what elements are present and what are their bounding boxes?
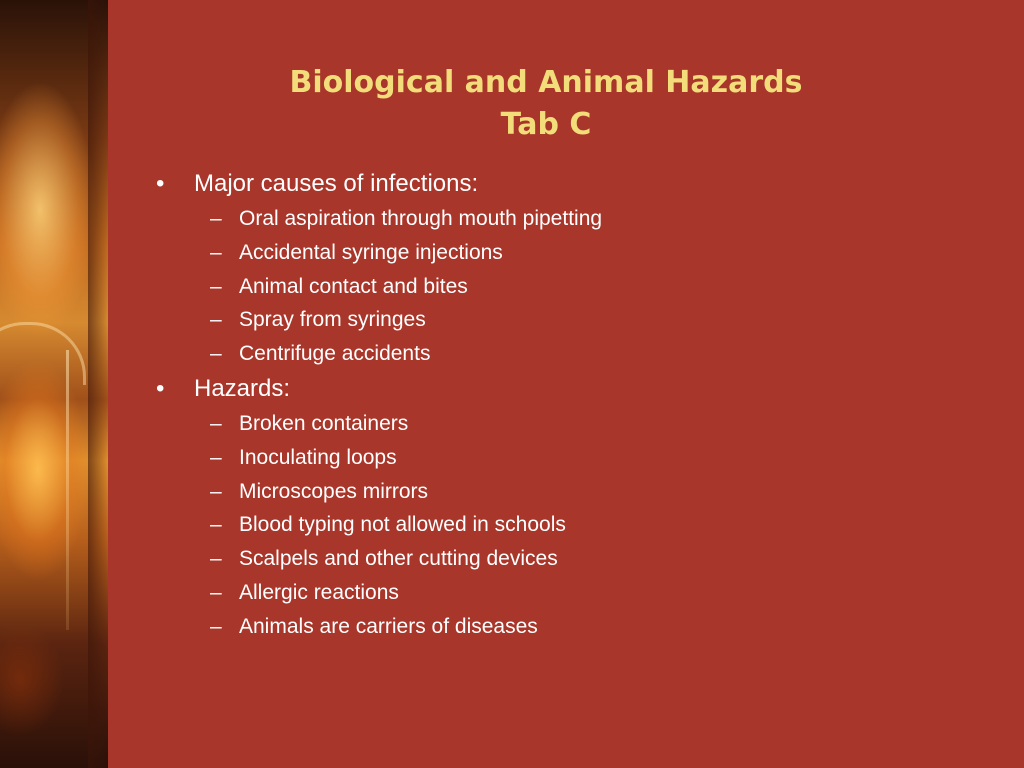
dash-icon: – <box>210 614 222 638</box>
list-item <box>150 407 990 441</box>
list-item-text: Scalpels and other cutting devices <box>239 547 558 571</box>
list-item <box>150 508 990 542</box>
sub-list-major-causes <box>150 202 990 371</box>
bullet-hazards <box>150 371 990 407</box>
list-item-text: Animal contact and bites <box>239 274 468 298</box>
dash-icon: – <box>210 580 222 604</box>
list-item <box>150 441 990 475</box>
dash-icon: – <box>210 308 222 332</box>
slide-body <box>150 166 990 644</box>
dash-icon: – <box>210 547 222 571</box>
bullet-major-causes <box>150 166 990 202</box>
glass-edge-decoration <box>66 350 69 630</box>
list-item-text: Inoculating loops <box>239 445 397 469</box>
slide-title-line-1: Biological and Animal Hazards <box>289 65 803 100</box>
list-item-text: Spray from syringes <box>239 308 426 332</box>
glass-rim-decoration <box>0 322 86 385</box>
list-item-text: Allergic reactions <box>239 580 399 604</box>
list-item-text: Blood typing not allowed in schools <box>239 513 566 537</box>
list-item-text: Microscopes mirrors <box>239 479 429 503</box>
list-item <box>150 542 990 576</box>
list-item <box>150 270 990 304</box>
slide-title-line-2: Tab C <box>500 107 592 142</box>
dash-icon: – <box>210 342 222 366</box>
list-item <box>150 236 990 270</box>
dash-icon: – <box>210 240 222 264</box>
list-item-text: Animals are carriers of diseases <box>239 614 538 638</box>
list-item-text: Accidental syringe injections <box>239 240 503 264</box>
bullet-dot-icon: • <box>156 374 165 402</box>
dash-icon: – <box>210 207 222 230</box>
sub-list-hazards <box>150 407 990 644</box>
list-item <box>150 576 990 610</box>
dash-icon: – <box>210 445 222 469</box>
dash-icon: – <box>210 513 222 537</box>
dash-icon: – <box>210 479 222 503</box>
dash-icon: – <box>210 411 222 435</box>
list-item-text: Oral aspiration through mouth pipetting <box>239 207 603 230</box>
list-item <box>150 303 990 337</box>
bullet-heading: Major causes of infections: <box>194 170 479 197</box>
bullet-heading: Hazards: <box>194 374 291 402</box>
list-item <box>150 610 990 644</box>
list-item <box>150 202 990 236</box>
list-item-text: Centrifuge accidents <box>239 342 431 366</box>
list-item-text: Broken containers <box>239 411 409 435</box>
list-item <box>150 337 990 371</box>
slide-title <box>120 62 972 146</box>
image-edge-shadow <box>88 0 108 768</box>
list-item <box>150 475 990 509</box>
dash-icon: – <box>210 274 222 298</box>
bullet-dot-icon: • <box>156 170 165 197</box>
